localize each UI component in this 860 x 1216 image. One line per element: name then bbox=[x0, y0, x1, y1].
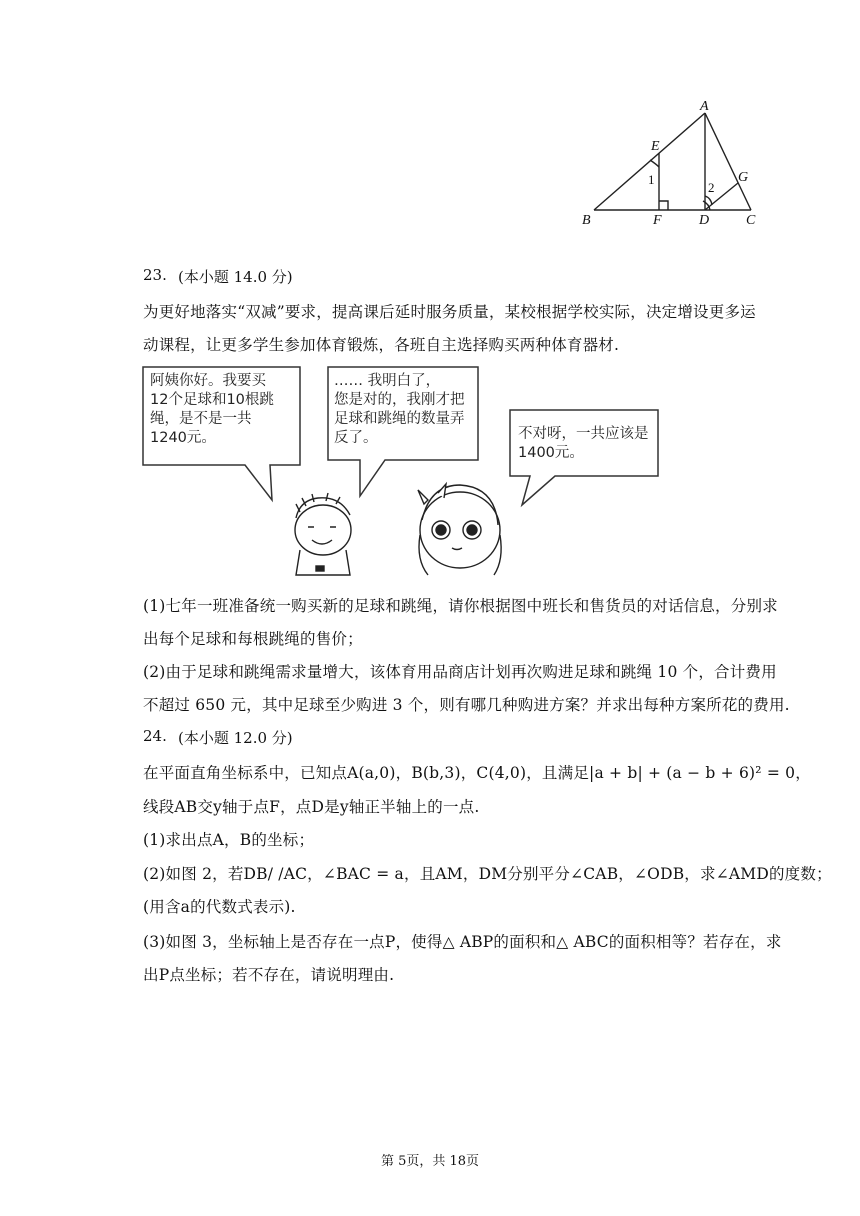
speech-bubble-3 bbox=[518, 425, 649, 463]
q23-part2-line2: 不超过 650 元，其中足球至少购进 3 个，则有哪几种购进方案？并求出每种方案所花的费用. bbox=[143, 696, 790, 714]
bubble2-line: 您是对的，我刚才把 bbox=[334, 392, 465, 408]
label-angle-2: 2 bbox=[708, 180, 715, 195]
label-F: F bbox=[653, 213, 662, 228]
label-A: A bbox=[700, 99, 709, 114]
q24-part2-line1: (2)如图 2，若DB/ /AC，∠BAC = a，且AM，DM分别平分∠CAB，∠ODB，求∠AMD的度数； bbox=[143, 865, 832, 883]
q23-part1-line1: (1)七年一班准备统一购买新的足球和跳绳，请你根据图中班长和售货员的对话信息，分别求 bbox=[143, 597, 778, 615]
speech-bubble-2 bbox=[334, 372, 465, 448]
bubble1-line: 阿姨你好。我要买 bbox=[150, 373, 266, 389]
q23-intro-line2: 动课程，让更多学生参加体育锻炼，各班自主选择购买两种体育器材. bbox=[143, 336, 620, 354]
bubble1-line: 1240元。 bbox=[150, 430, 216, 446]
q24-part1: (1)求出点A，B的坐标； bbox=[143, 831, 315, 849]
bubble1-line: 12个足球和10根跳 bbox=[150, 392, 274, 408]
speech-bubble-1 bbox=[150, 372, 274, 448]
bubble2-line: 足球和跳绳的数量弄 bbox=[334, 411, 465, 427]
q24-line2: 线段AB交y轴于点F，点D是y轴正半轴上的一点. bbox=[143, 798, 480, 816]
label-B: B bbox=[582, 213, 591, 228]
bubble2-line: …… 我明白了， bbox=[334, 373, 441, 389]
bubble2-line: 反了。 bbox=[334, 430, 378, 446]
q23-part2-line1: (2)由于足球和跳绳需求量增大，该体育用品商店计划再次购进足球和跳绳 10 个，合计费用 bbox=[143, 663, 777, 681]
bubble1-line: 绳，是不是一共 bbox=[150, 411, 252, 427]
label-angle-1: 1 bbox=[648, 172, 655, 187]
bubble3-line: 1400元。 bbox=[518, 445, 584, 461]
q24-line1: 在平面直角坐标系中，已知点A(a,0)，B(b,3)，C(4,0)，且满足|a + b| + (a − b + 6)² = 0， bbox=[143, 764, 811, 782]
q23-part1-line2: 出每个足球和每根跳绳的售价； bbox=[143, 630, 363, 648]
q24-part3-line1: (3)如图 3，坐标轴上是否存在一点P，使得△ ABP的面积和△ ABC的面积相等？若存在，求 bbox=[143, 933, 782, 951]
label-C: C bbox=[746, 213, 756, 228]
q24-part2-line2: (用含a的代数式表示). bbox=[143, 898, 296, 916]
question-24-header: (本小题 12.0 分) bbox=[178, 729, 293, 747]
question-24-number: 24. bbox=[143, 727, 167, 745]
q23-intro-line1: 为更好地落实“双减”要求，提高课后延时服务质量，某校根据学校实际，决定增设更多运 bbox=[143, 303, 756, 321]
page-footer: 第 5页，共 18页 bbox=[380, 1154, 480, 1169]
label-G: G bbox=[738, 170, 749, 185]
bubble3-line: 不对呀，一共应该是 bbox=[518, 426, 649, 442]
question-23-header: (本小题 14.0 分) bbox=[178, 268, 293, 286]
label-E: E bbox=[651, 139, 660, 154]
question-23-number: 23. bbox=[143, 266, 167, 284]
q24-part3-line2: 出P点坐标；若不存在，请说明理由. bbox=[143, 966, 395, 984]
triangle-figure bbox=[570, 95, 770, 235]
label-D: D bbox=[699, 213, 710, 228]
